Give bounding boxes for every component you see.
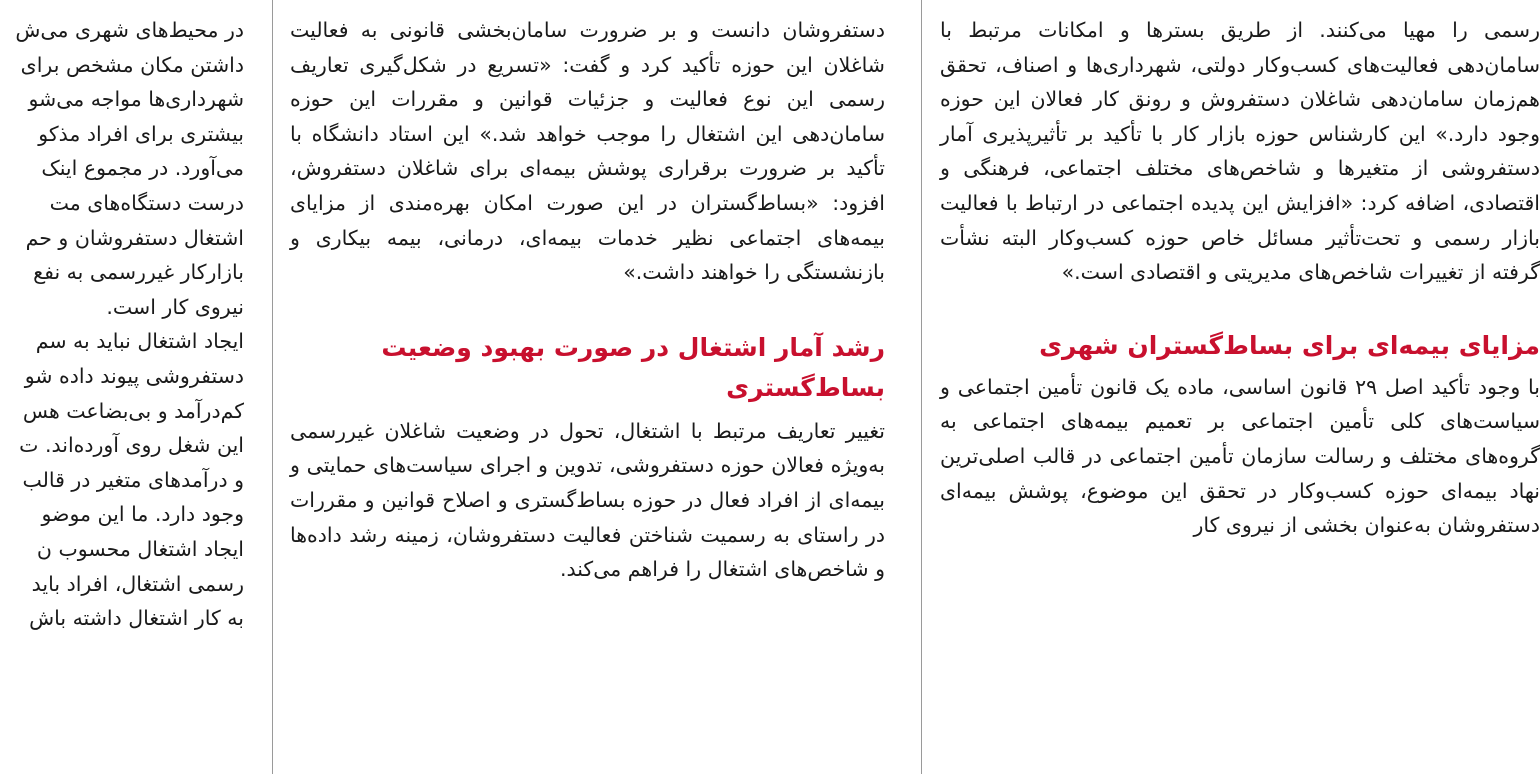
right-section-heading: مزایای بیمه‌ای برای بساط‌گستران شهری xyxy=(1039,330,1540,360)
left-line: ایجاد اشتغال محسوب ن xyxy=(36,536,244,561)
right-bottom-paragraph: با وجود تأکید اصل ۲۹ قانون اساسی، ماده یک قانون تأمین اجتماعی و سیاست‌های کلی تأمین اجتماعی بر تعمیم بیمه‌های اجتماعی به گروه‌های مختلف و رسالت سازمان تأمین اجتماعی در قالب اصلی‌ترین نهاد بیمه‌ای حوزه کسب‌وکار در تحقق این موضوع، پوشش بیمه‌ای دستفروشان به‌عنوان بخشی از نیروی کار xyxy=(940,374,1540,538)
left-line: داشتن مکان مشخص برای xyxy=(20,52,244,77)
left-line: به کار اشتغال داشته باش xyxy=(29,606,244,631)
left-line: دستفروشی پیوند داده شو xyxy=(24,363,244,388)
left-line: و درآمدهای متغیر در قالب xyxy=(22,467,244,492)
middle-top-paragraph: دستفروشان دانست و بر ضرورت سامان‌بخشی قانونی به فعالیت شاغلان این حوزه تأکید کرد و گفت: «تسریع در شکل‌گیری تعاریف رسمی این نوع فعالیت و جزئیات قوانین و مقررات این حوزه سامان‌دهی این اشتغال را موجب خواهد شد.» این استاد دانشگاه با تأکید بر ضرورت برقراری پوشش بیمه‌ای برای شاغلان دستفروش، افزود: «بساط‌گستران در این صورت امکان بهره‌مندی از مزایای بیمه‌های اجتماعی نظیر خدمات بیمه‌ای، درمانی، بیمه بیکاری و بازنشستگی را خواهند داشت.» xyxy=(290,18,885,285)
column-divider xyxy=(272,0,273,774)
left-line: وجود دارد. ما این موضو xyxy=(41,502,244,527)
right-top-paragraph: رسمی را مهیا می‌کنند. از طریق بسترها و امکانات مرتبط با سامان‌دهی فعالیت‌های کسب‌وکار دولتی، شهرداری‌ها و اصناف، تحقق هم‌زمان سامان‌دهی شاغلان دستفروش و رونق کار فعالان این حوزه وجود دارد.» این کارشناس حوزه بازار کار با تأکید بر تأثیرپذیری آمار دستفروشی از متغیرها و شاخص‌های مختلف اجتماعی، فرهنگی و اقتصادی، اضافه کرد: «افزایش این پدیده اجتماعی در ارتباط با فعالیت بازار رسمی و تحت‌تأثیر مسائل خاص حوزه کسب‌وکار البته نشأت گرفته از تغییرات شاخص‌های مدیریتی و اقتصادی است.» xyxy=(940,18,1540,285)
middle-bottom-paragraph: تغییر تعاریف مرتبط با اشتغال، تحول در وضعیت شاغلان غیررسمی به‌ویژه فعالان حوزه دستفروشی، تدوین و اجرای سیاست‌های حمایتی و بیمه‌ای از افراد فعال در حوزه بساط‌گستری و اصلاح قوانین و مقررات در راستای به رسمیت شناختن فعالیت دستفروشان، زمینه رشد داده‌ها و شاخص‌های اشتغال را فراهم می‌کند. xyxy=(290,418,885,582)
left-line: شهرداری‌ها مواجه می‌شو xyxy=(28,87,244,112)
left-column xyxy=(0,0,256,774)
left-line: در محیط‌های شهری می‌ش xyxy=(15,18,244,42)
left-line: اشتغال دستفروشان و حم xyxy=(25,225,244,250)
left-line: رسمی اشتغال، افراد باید xyxy=(31,571,244,596)
left-line: بیشتری برای افراد مذکو xyxy=(38,121,244,146)
left-line: بازارکار غیررسمی به نفع xyxy=(33,260,244,285)
middle-column xyxy=(292,0,907,774)
middle-section-heading: رشد آمار اشتغال در صورت بهبود وضعیت بساط‌گستری xyxy=(381,332,885,402)
left-line: این شغل روی آورده‌اند. ت xyxy=(19,433,244,458)
left-line: ایجاد اشتغال نباید به سم xyxy=(35,329,244,354)
right-column xyxy=(935,0,1540,774)
column-divider xyxy=(921,0,922,774)
left-line: نیروی کار است. xyxy=(106,294,244,319)
left-line: می‌آورد. در مجموع اینک xyxy=(41,156,244,181)
left-line: کم‌درآمد و بی‌بضاعت هس xyxy=(22,398,244,423)
left-line: درست دستگاه‌های مت xyxy=(49,190,244,215)
